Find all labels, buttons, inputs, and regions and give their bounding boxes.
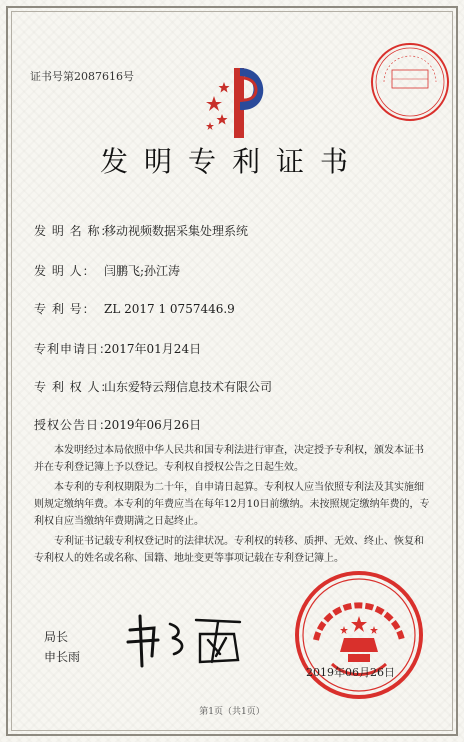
field-label: 授权公告日： <box>34 418 113 432</box>
certificate-number: 证书号第2087616号 <box>30 70 134 83</box>
field-patent-number <box>34 300 235 317</box>
field-value: ZL 2017 1 0757446.9 <box>104 302 235 316</box>
body-paragraph: 专利证书记载专利权登记时的法律状况。专利权的转移、质押、无效、终止、恢复和专利权人的姓名或名称、国籍、地址变更等事项记载在专利登记簿上。 <box>34 536 424 564</box>
director-signature <box>120 610 250 670</box>
field-value: 闫鹏飞;孙江涛 <box>104 264 181 278</box>
page-footer: 第1页（共1页） <box>199 707 265 717</box>
field-label: 专利申请日： <box>34 342 113 356</box>
issue-date: 2019年06月26日 <box>306 666 395 679</box>
field-label: 发 明 人： <box>34 264 96 278</box>
body-paragraph: 本专利的专利权期限为二十年，自申请日起算。专利权人应当依照专利法及其实施细则规定缴纳年费。本专利的年费应当在每年12月10日前缴纳。未按照规定缴纳年费的，专利权自应当缴纳年费期满之日起终止。 <box>34 482 430 527</box>
director-title: 局长 <box>44 630 69 644</box>
field-grant-date <box>34 416 201 433</box>
field-label: 专 利 权 人： <box>34 380 114 394</box>
field-value: 山东爱特云翔信息技术有限公司 <box>104 380 273 394</box>
field-label: 发 明 名 称： <box>34 224 114 238</box>
field-value: 移动视频数据采集处理系统 <box>104 224 249 238</box>
body-paragraph: 本发明经过本局依照中华人民共和国专利法进行审查，决定授予专利权，颁发本证书并在专利登记簿上予以登记。专利权自授权公告之日起生效。 <box>34 445 424 473</box>
director-name: 申长雨 <box>44 650 81 664</box>
certificate-body <box>34 442 432 570</box>
field-application-date <box>34 340 201 357</box>
certificate-title: 发明专利证书 <box>99 145 364 178</box>
large-official-seal-icon <box>292 568 426 702</box>
field-invention-name <box>34 222 248 239</box>
patent-office-emblem-icon <box>200 60 275 142</box>
field-value: 2017年01月24日 <box>104 342 202 356</box>
field-label: 专 利 号： <box>34 302 96 316</box>
field-inventors <box>34 262 180 279</box>
field-value: 2019年06月26日 <box>104 418 202 432</box>
small-official-seal-icon <box>368 40 452 124</box>
field-patentee <box>34 378 272 395</box>
